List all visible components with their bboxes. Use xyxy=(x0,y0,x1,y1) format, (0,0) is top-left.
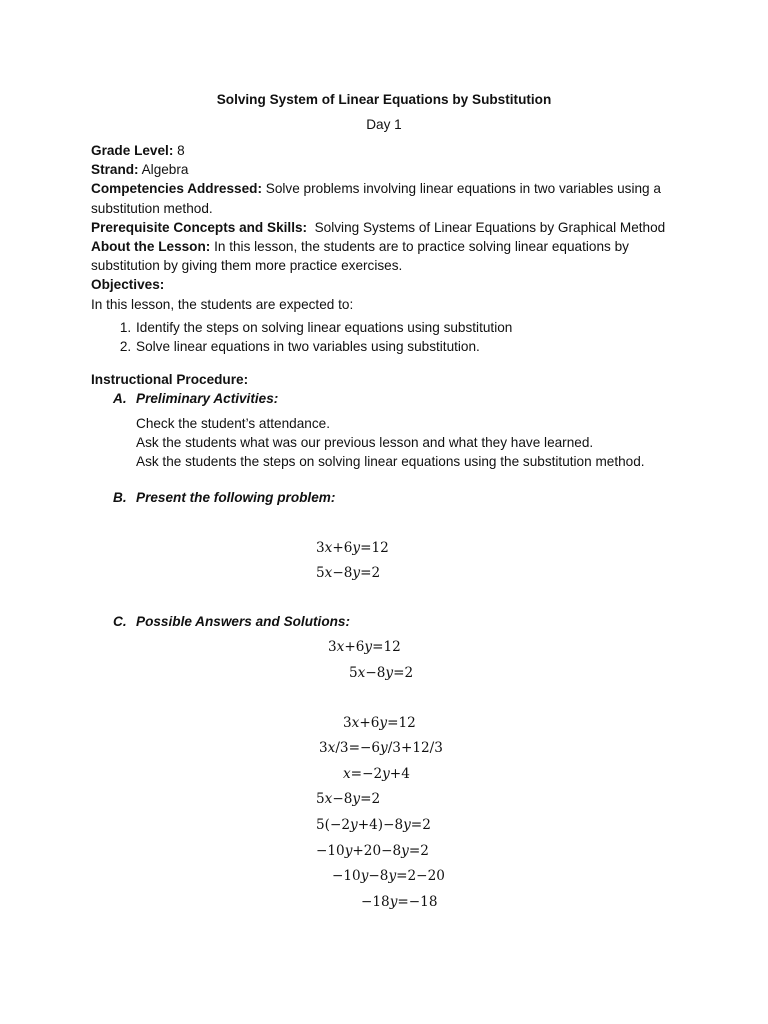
preliminary-line: Check the student’s attendance. xyxy=(136,416,330,431)
prerequisite-label: Prerequisite Concepts and Skills: xyxy=(91,219,308,235)
objective-item: 1. Identify the steps on solving linear equations using substitution xyxy=(135,318,691,338)
section-c-label: Possible Answers and Solutions: xyxy=(136,614,351,629)
strand-label: Strand: xyxy=(91,162,139,178)
solution-step: 5x−8y=2 xyxy=(316,791,381,807)
objective-item: 2. Solve linear equations in two variables using substitution. xyxy=(135,337,691,357)
competencies-line xyxy=(91,179,691,217)
objectives-intro: In this lesson, the students are expected to: xyxy=(91,296,354,312)
solution-step: −10y+20−8y=2 xyxy=(316,843,429,859)
prerequisite-line xyxy=(91,218,691,237)
solution-step: 3x/3=−6y/3+12/3 xyxy=(319,740,443,756)
section-b-letter: B. xyxy=(113,490,127,505)
section-a-label: Preliminary Activities: xyxy=(136,391,279,406)
about-line xyxy=(91,237,691,275)
problem-equation: 3x+6y=12 xyxy=(316,540,389,556)
solution-step: −18y=−18 xyxy=(361,894,438,910)
section-a-heading xyxy=(113,391,278,406)
section-a-letter: A. xyxy=(113,391,127,406)
solution-step: −10y−8y=2−20 xyxy=(332,868,445,884)
instructional-procedure-heading: Instructional Procedure: xyxy=(91,372,249,387)
solution-step: 3x+6y=12 xyxy=(328,639,401,655)
preliminary-line: Ask the students the steps on solving linear equations using the substitution method. xyxy=(136,454,645,469)
section-c-letter: C. xyxy=(113,614,127,629)
section-c-heading xyxy=(113,614,350,629)
preliminary-line: Ask the students what was our previous lesson and what they have learned. xyxy=(136,435,594,450)
about-label: About the Lesson: xyxy=(91,239,211,255)
problem-equation: 5x−8y=2 xyxy=(316,565,381,581)
strand-value: Algebra xyxy=(138,162,189,178)
competencies-label: Competencies Addressed: xyxy=(91,181,262,197)
solution-step: 5x−8y=2 xyxy=(349,665,414,681)
section-b-heading xyxy=(113,490,335,505)
strand-line xyxy=(91,160,691,179)
preliminary-activities xyxy=(136,414,645,471)
grade-level-value: 8 xyxy=(173,143,185,158)
day-label: Day 1 xyxy=(366,117,402,132)
document-title: Solving System of Linear Equations by Substitution xyxy=(216,92,552,107)
solution-step: x=−2y+4 xyxy=(343,766,410,782)
grade-level-line xyxy=(91,141,691,160)
section-b-label: Present the following problem: xyxy=(136,490,336,505)
competencies-value: Solve problems involving linear equations in two variables using a substitution method. xyxy=(91,181,661,216)
solution-step: 3x+6y=12 xyxy=(343,715,416,731)
objectives-label: Objectives: xyxy=(91,277,165,293)
solution-step: 5(−2y+4)−8y=2 xyxy=(316,817,431,833)
objectives-heading xyxy=(91,275,691,294)
prerequisite-value: Solving Systems of Linear Equations by Graphical Method xyxy=(307,219,666,235)
lesson-details xyxy=(91,141,691,357)
grade-level-label: Grade Level: xyxy=(91,143,174,158)
objectives-list xyxy=(91,318,691,357)
about-value: In this lesson, the students are to practice solving linear equations by substitution by giving them more practice exercises. xyxy=(91,239,629,274)
